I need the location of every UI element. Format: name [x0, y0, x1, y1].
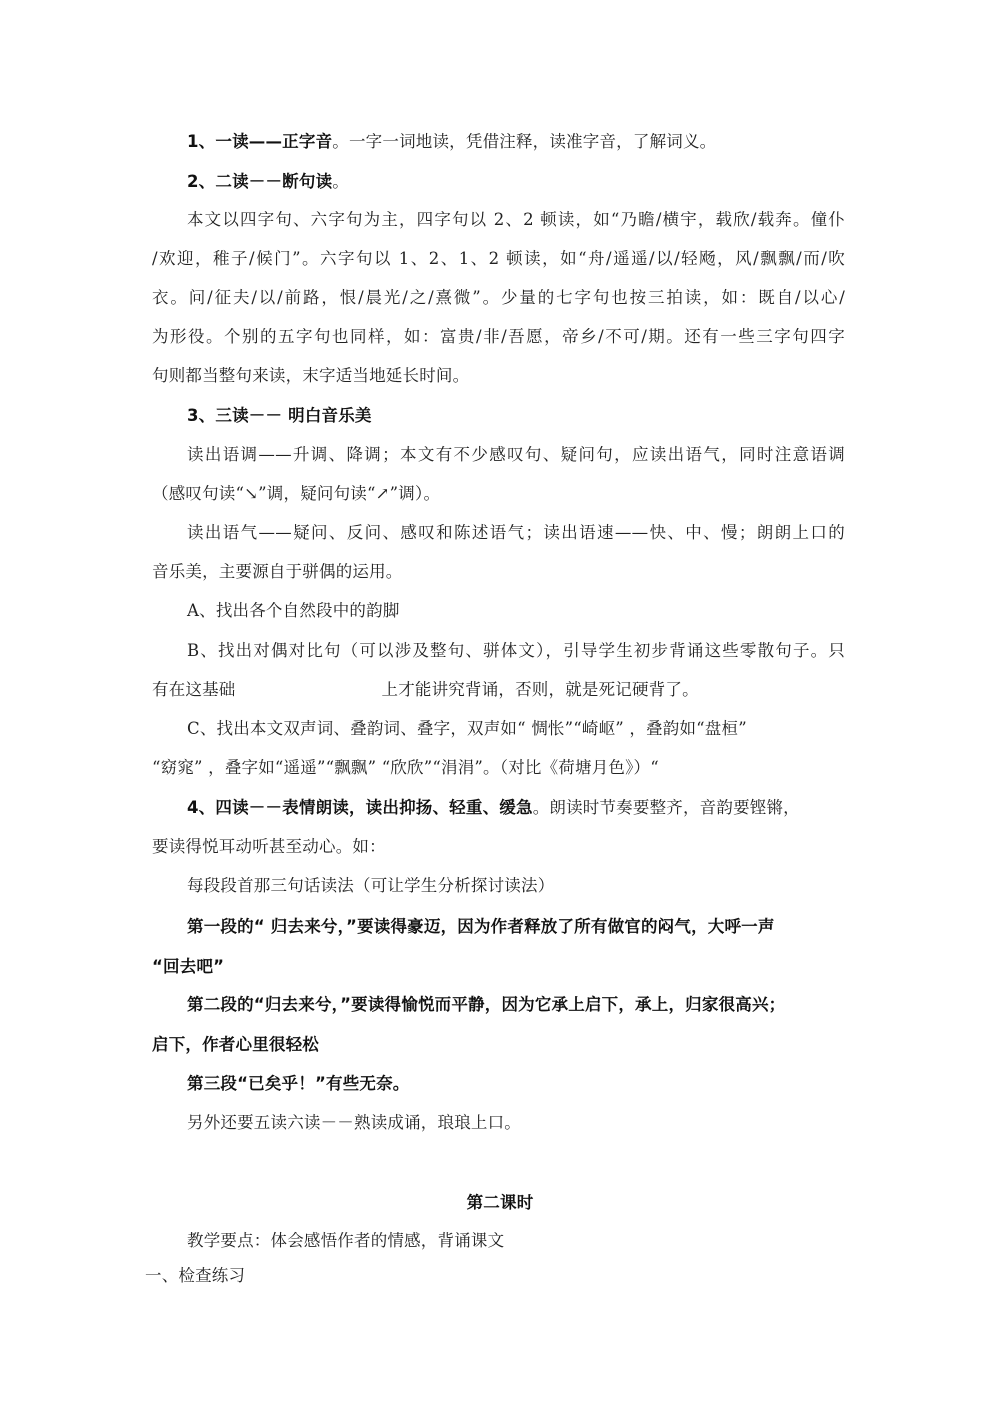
- section-4-heading: 4、四读－－表情朗读，读出抑扬、轻重、缓急: [187, 798, 533, 817]
- bold-para-1-line: “回去吧”: [152, 957, 225, 976]
- section-3-p1-line: 读出语调——升调、降调；本文有不少感叹句、疑问句，应读出语气，同时注意语调: [187, 445, 845, 464]
- section-2-line: [187, 171, 349, 193]
- section-2-para-line: 为形役。个别的五字句也同样，如：富贵/非/吾愿，帝乡/不可/期。还有一些三字句四字: [152, 327, 845, 346]
- bold-para-2-line: 第二段的“归去来兮，”要读得愉悦而平静，因为它承上启下，承上，归家很高兴；: [187, 995, 786, 1014]
- section-2-heading-period: 。: [332, 172, 349, 191]
- bold-para-2-line: 启下，作者心里很轻松: [152, 1035, 319, 1054]
- section-2-para-line: 本文以四字句、六字句为主，四字句以 2、2 顿读，如“乃瞻/横宇，载欣/载奔。僮仆: [187, 210, 845, 229]
- bold-para-1-line: 第一段的“ 归去来兮，”要读得豪迈，因为作者释放了所有做官的闷气，大呼一声: [187, 917, 775, 936]
- lesson-2-part-1: 一、检查练习: [145, 1266, 246, 1285]
- section-1-text: 。一字一词地读，凭借注释，读准字音，了解词义。: [332, 132, 717, 151]
- section-4-line: [187, 797, 800, 819]
- section-4-intro: 每段段首那三句话读法（可让学生分析探讨读法）: [187, 876, 555, 895]
- section-4-text: 。朗读时节奏要整齐，音韵要铿锵，: [532, 798, 800, 817]
- section-3-item-b-line: B、找出对偶对比句（可以涉及整句、骈体文），引导学生初步背诵这些零散句子。只: [187, 641, 845, 660]
- section-3-item-c-line: “窈窕” ，叠字如“遥遥”“飘飘” “欣欣”“涓涓”。（对比《荷塘月色》）“: [152, 758, 659, 777]
- section-3-item-c-line: C、找出本文双声词、叠韵词、叠字，双声如“ 惆怅”“崎岖” ，叠韵如“盘桓”: [187, 719, 747, 738]
- item-b-fragment: 上才能讲究背诵，否则，就是死记硬背了。: [381, 680, 699, 699]
- section-4-text-line: 要读得悦耳动听甚至动心。如：: [152, 837, 386, 856]
- lesson-2-key-points: 教学要点：体会感悟作者的情感，背诵课文: [187, 1231, 505, 1250]
- section-3-p2-line: 音乐美，主要源自于骈偶的运用。: [152, 562, 403, 581]
- section-2-para-line: 衣。问/征夫/以/前路，恨/晨光/之/熹微”。少量的七字句也按三拍读，如：既自/以心/: [152, 288, 845, 307]
- section-1-line: [187, 131, 716, 153]
- section-3-item-b-line2: [152, 679, 699, 701]
- section-3-heading: 3、三读－－ 明白音乐美: [187, 406, 372, 425]
- section-2-para-line: /欢迎，稚子/候门”。六字句以 1、2、1、2 顿读，如“舟/遥遥/以/轻飏，风/飘飘/而/吹: [152, 249, 845, 268]
- item-b-fragment: 有在这基础: [152, 680, 236, 699]
- section-3-p2-line: 读出语气——疑问、反问、感叹和陈述语气；读出语速——快、中、慢；朗朗上口的: [187, 523, 845, 542]
- section-2-para-line: 句则都当整句来读，末字适当地延长时间。: [152, 366, 470, 385]
- bold-para-3: 第三段“已矣乎！”有些无奈。: [187, 1074, 410, 1093]
- section-3-item-a: A、找出各个自然段中的韵脚: [187, 601, 400, 620]
- section-3-p1-line: （感叹句读“↘”调，疑问句读“↗”调）。: [152, 484, 441, 503]
- lesson-2-title: 第二课时: [466, 1193, 534, 1212]
- section-1-heading: 1、一读——正字音: [187, 132, 333, 151]
- section-2-heading: 2、二读－－断句读: [187, 172, 333, 191]
- section-4-closing: 另外还要五读六读－－熟读成诵，琅琅上口。: [187, 1113, 521, 1132]
